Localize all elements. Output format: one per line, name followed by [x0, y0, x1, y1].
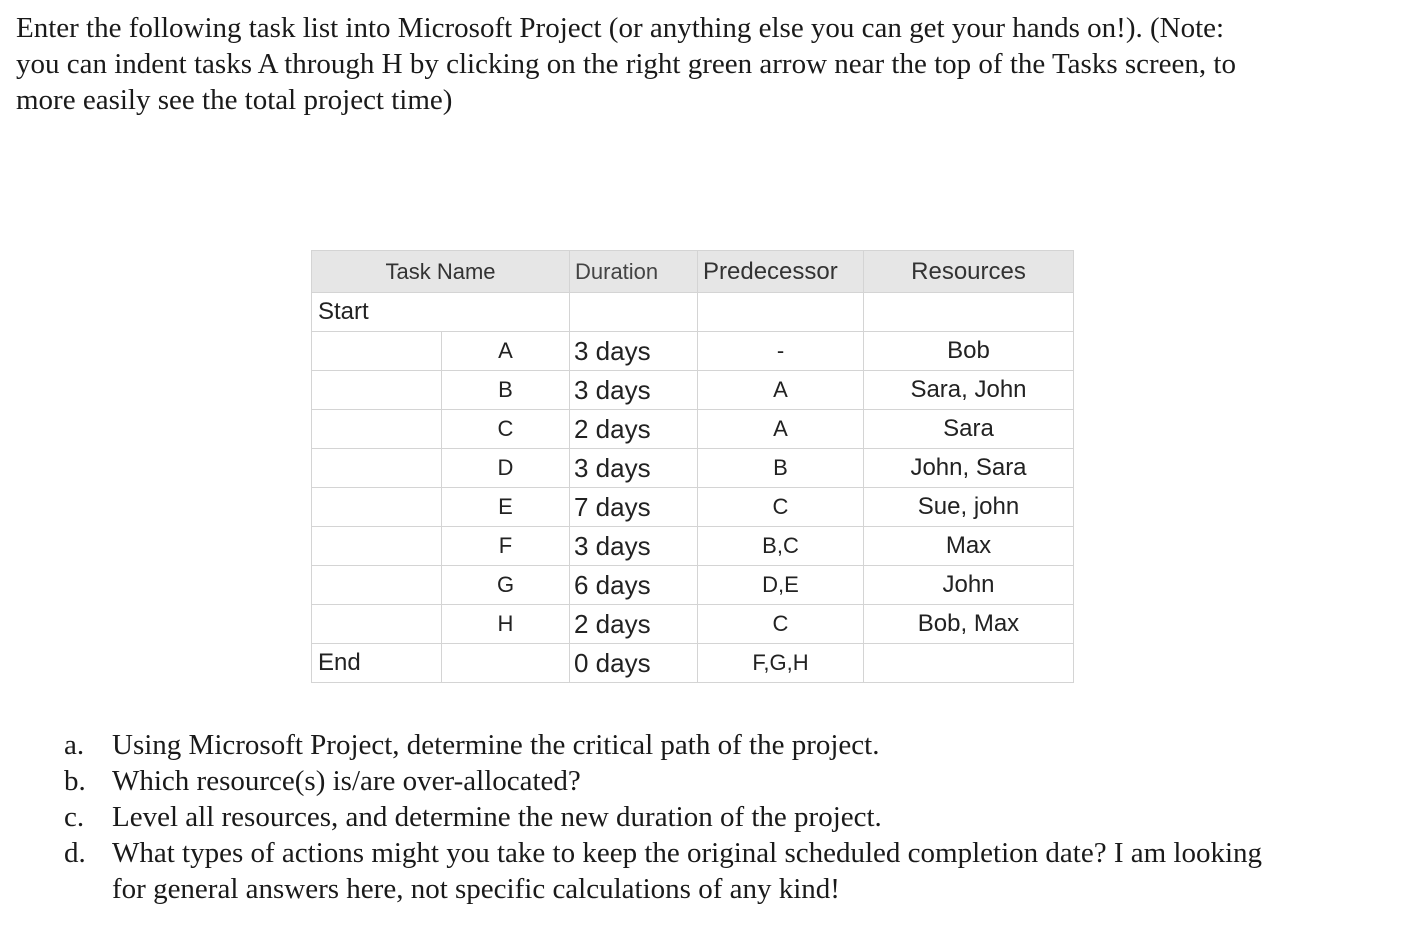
question-text: for general answers here, not specific calculations of any kind! [112, 873, 840, 905]
intro-line: Enter the following task list into Microsoft Project (or anything else you can get your hands on!). (Note: [16, 12, 1225, 44]
cell-duration: 3 days [570, 332, 698, 371]
header-resources: Resources [864, 251, 1074, 293]
cell-name [312, 332, 442, 371]
cell-resources [864, 293, 1074, 332]
question-marker: b. [64, 765, 86, 797]
cell-predecessor: C [698, 488, 864, 527]
table-row [312, 371, 1074, 410]
cell-task [442, 644, 570, 683]
cell-resources: Bob, Max [864, 605, 1074, 644]
question-text: Which resource(s) is/are over-allocated? [112, 765, 581, 797]
question-text: Level all resources, and determine the new duration of the project. [112, 801, 882, 833]
cell-name [312, 449, 442, 488]
start-label: Start [312, 293, 570, 332]
question-marker: d. [64, 837, 86, 869]
cell-task: A [442, 332, 570, 371]
cell-duration [570, 293, 698, 332]
table-row-start [312, 293, 1074, 332]
question-list [64, 727, 1384, 907]
cell-name [312, 410, 442, 449]
cell-task: H [442, 605, 570, 644]
question-marker: c. [64, 801, 85, 833]
table-row [312, 566, 1074, 605]
cell-task: E [442, 488, 570, 527]
table-row [312, 332, 1074, 371]
cell-predecessor [698, 293, 864, 332]
question-item [64, 727, 1384, 763]
cell-name [312, 488, 442, 527]
cell-duration: 3 days [570, 449, 698, 488]
cell-predecessor: D,E [698, 566, 864, 605]
intro-line: more easily see the total project time) [16, 84, 453, 116]
cell-predecessor: F,G,H [698, 644, 864, 683]
question-item [64, 835, 1384, 907]
header-duration: Duration [570, 251, 698, 293]
intro-paragraph [16, 10, 1386, 118]
cell-predecessor: A [698, 371, 864, 410]
header-predecessor: Predecessor [698, 251, 864, 293]
cell-duration: 6 days [570, 566, 698, 605]
cell-duration: 2 days [570, 410, 698, 449]
table-header-row [312, 251, 1074, 293]
cell-name [312, 371, 442, 410]
cell-task: G [442, 566, 570, 605]
cell-task: F [442, 527, 570, 566]
question-text: Using Microsoft Project, determine the critical path of the project. [112, 729, 880, 761]
table-row [312, 605, 1074, 644]
cell-name [312, 566, 442, 605]
cell-task: B [442, 371, 570, 410]
table-row-end [312, 644, 1074, 683]
cell-resources: Sara [864, 410, 1074, 449]
cell-duration: 3 days [570, 371, 698, 410]
cell-duration: 3 days [570, 527, 698, 566]
header-task-name: Task Name [312, 251, 570, 293]
end-label: End [312, 644, 442, 683]
table-row [312, 527, 1074, 566]
cell-resources: Sue, john [864, 488, 1074, 527]
table-row [312, 449, 1074, 488]
cell-predecessor: - [698, 332, 864, 371]
cell-resources: Bob [864, 332, 1074, 371]
cell-predecessor: B [698, 449, 864, 488]
cell-duration: 7 days [570, 488, 698, 527]
question-item [64, 763, 1384, 799]
intro-line: you can indent tasks A through H by clicking on the right green arrow near the top of the Tasks screen, to [16, 48, 1236, 80]
cell-name [312, 605, 442, 644]
cell-predecessor: A [698, 410, 864, 449]
cell-name [312, 527, 442, 566]
question-item [64, 799, 1384, 835]
cell-duration: 0 days [570, 644, 698, 683]
cell-resources: John, Sara [864, 449, 1074, 488]
cell-duration: 2 days [570, 605, 698, 644]
cell-predecessor: B,C [698, 527, 864, 566]
cell-task: D [442, 449, 570, 488]
cell-resources: Sara, John [864, 371, 1074, 410]
task-list-table [311, 250, 1074, 683]
cell-resources: John [864, 566, 1074, 605]
cell-predecessor: C [698, 605, 864, 644]
table-row [312, 410, 1074, 449]
cell-resources [864, 644, 1074, 683]
cell-task: C [442, 410, 570, 449]
cell-resources: Max [864, 527, 1074, 566]
table-row [312, 488, 1074, 527]
question-marker: a. [64, 729, 85, 761]
question-text: What types of actions might you take to keep the original scheduled completion date? I am looking [112, 837, 1263, 869]
